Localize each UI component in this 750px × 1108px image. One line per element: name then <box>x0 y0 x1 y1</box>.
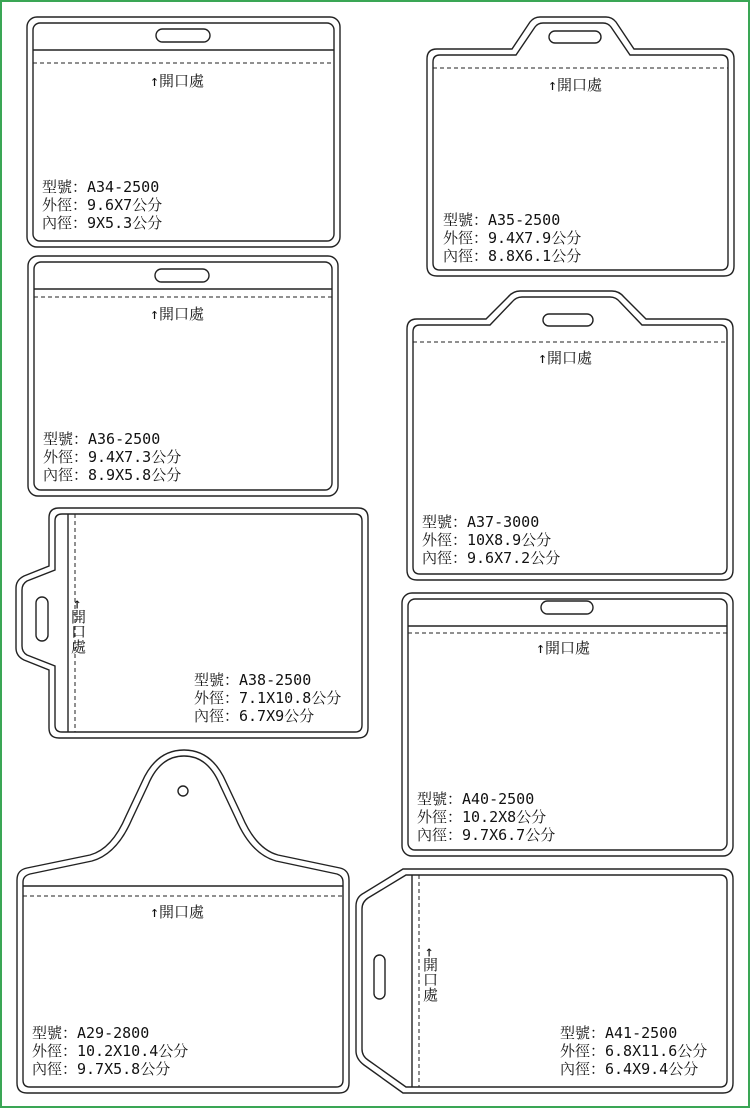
holder-a34 <box>27 17 340 247</box>
outer-size: 外徑：10.2X8公分 <box>417 808 547 826</box>
hang-hole <box>178 786 188 796</box>
inner-size: 內徑：8.9X5.8公分 <box>43 466 182 484</box>
inner-size: 內徑：9.7X5.8公分 <box>32 1060 171 1078</box>
inner-size: 內徑：9.7X6.7公分 <box>417 826 556 844</box>
inner-size: 內徑：8.8X6.1公分 <box>443 247 582 265</box>
hang-slot <box>543 314 593 326</box>
model-number: 型號：A38-2500 <box>194 671 312 689</box>
holder-a38 <box>16 508 368 738</box>
opening-label: ←開口處 <box>421 948 439 1003</box>
hang-slot <box>156 29 210 42</box>
opening-label: ↑開口處 <box>150 903 205 921</box>
hang-slot <box>549 31 601 43</box>
model-number: 型號：A41-2500 <box>560 1024 678 1042</box>
inner-size: 內徑：6.7X9公分 <box>194 707 315 725</box>
hang-slot <box>374 955 385 999</box>
holder-a41 <box>356 869 733 1093</box>
inner-size: 內徑：6.4X9.4公分 <box>560 1060 699 1078</box>
inner-size: 內徑：9X5.3公分 <box>42 214 163 232</box>
outer-size: 外徑：10.2X10.4公分 <box>32 1042 189 1060</box>
outer-size: 外徑：6.8X11.6公分 <box>560 1042 708 1060</box>
model-number: 型號：A35-2500 <box>443 211 561 229</box>
outer-size: 外徑：7.1X10.8公分 <box>194 689 342 707</box>
model-number: 型號：A29-2800 <box>32 1024 150 1042</box>
model-number: 型號：A40-2500 <box>417 790 535 808</box>
opening-label: ←開口處 <box>69 600 87 655</box>
holder-a40 <box>402 593 733 856</box>
opening-label: ↑開口處 <box>150 305 205 323</box>
holder-a37 <box>407 291 733 580</box>
outer-size: 外徑：10X8.9公分 <box>422 531 552 549</box>
outer-size: 外徑：9.6X7公分 <box>42 196 163 214</box>
holder-a29 <box>17 750 349 1093</box>
opening-label: ↑開口處 <box>150 72 205 90</box>
opening-label: ↑開口處 <box>536 639 591 657</box>
outer-size: 外徑：9.4X7.9公分 <box>443 229 582 247</box>
inner-size: 內徑：9.6X7.2公分 <box>422 549 561 567</box>
model-number: 型號：A34-2500 <box>42 178 160 196</box>
opening-label: ↑開口處 <box>548 76 603 94</box>
hang-slot <box>36 597 48 641</box>
model-number: 型號：A36-2500 <box>43 430 161 448</box>
hang-slot <box>155 269 209 282</box>
holder-a36 <box>28 256 338 496</box>
model-number: 型號：A37-3000 <box>422 513 540 531</box>
holder-a35 <box>427 17 734 276</box>
opening-label: ↑開口處 <box>538 349 593 367</box>
outer-size: 外徑：9.4X7.3公分 <box>43 448 182 466</box>
hang-slot <box>541 601 593 614</box>
